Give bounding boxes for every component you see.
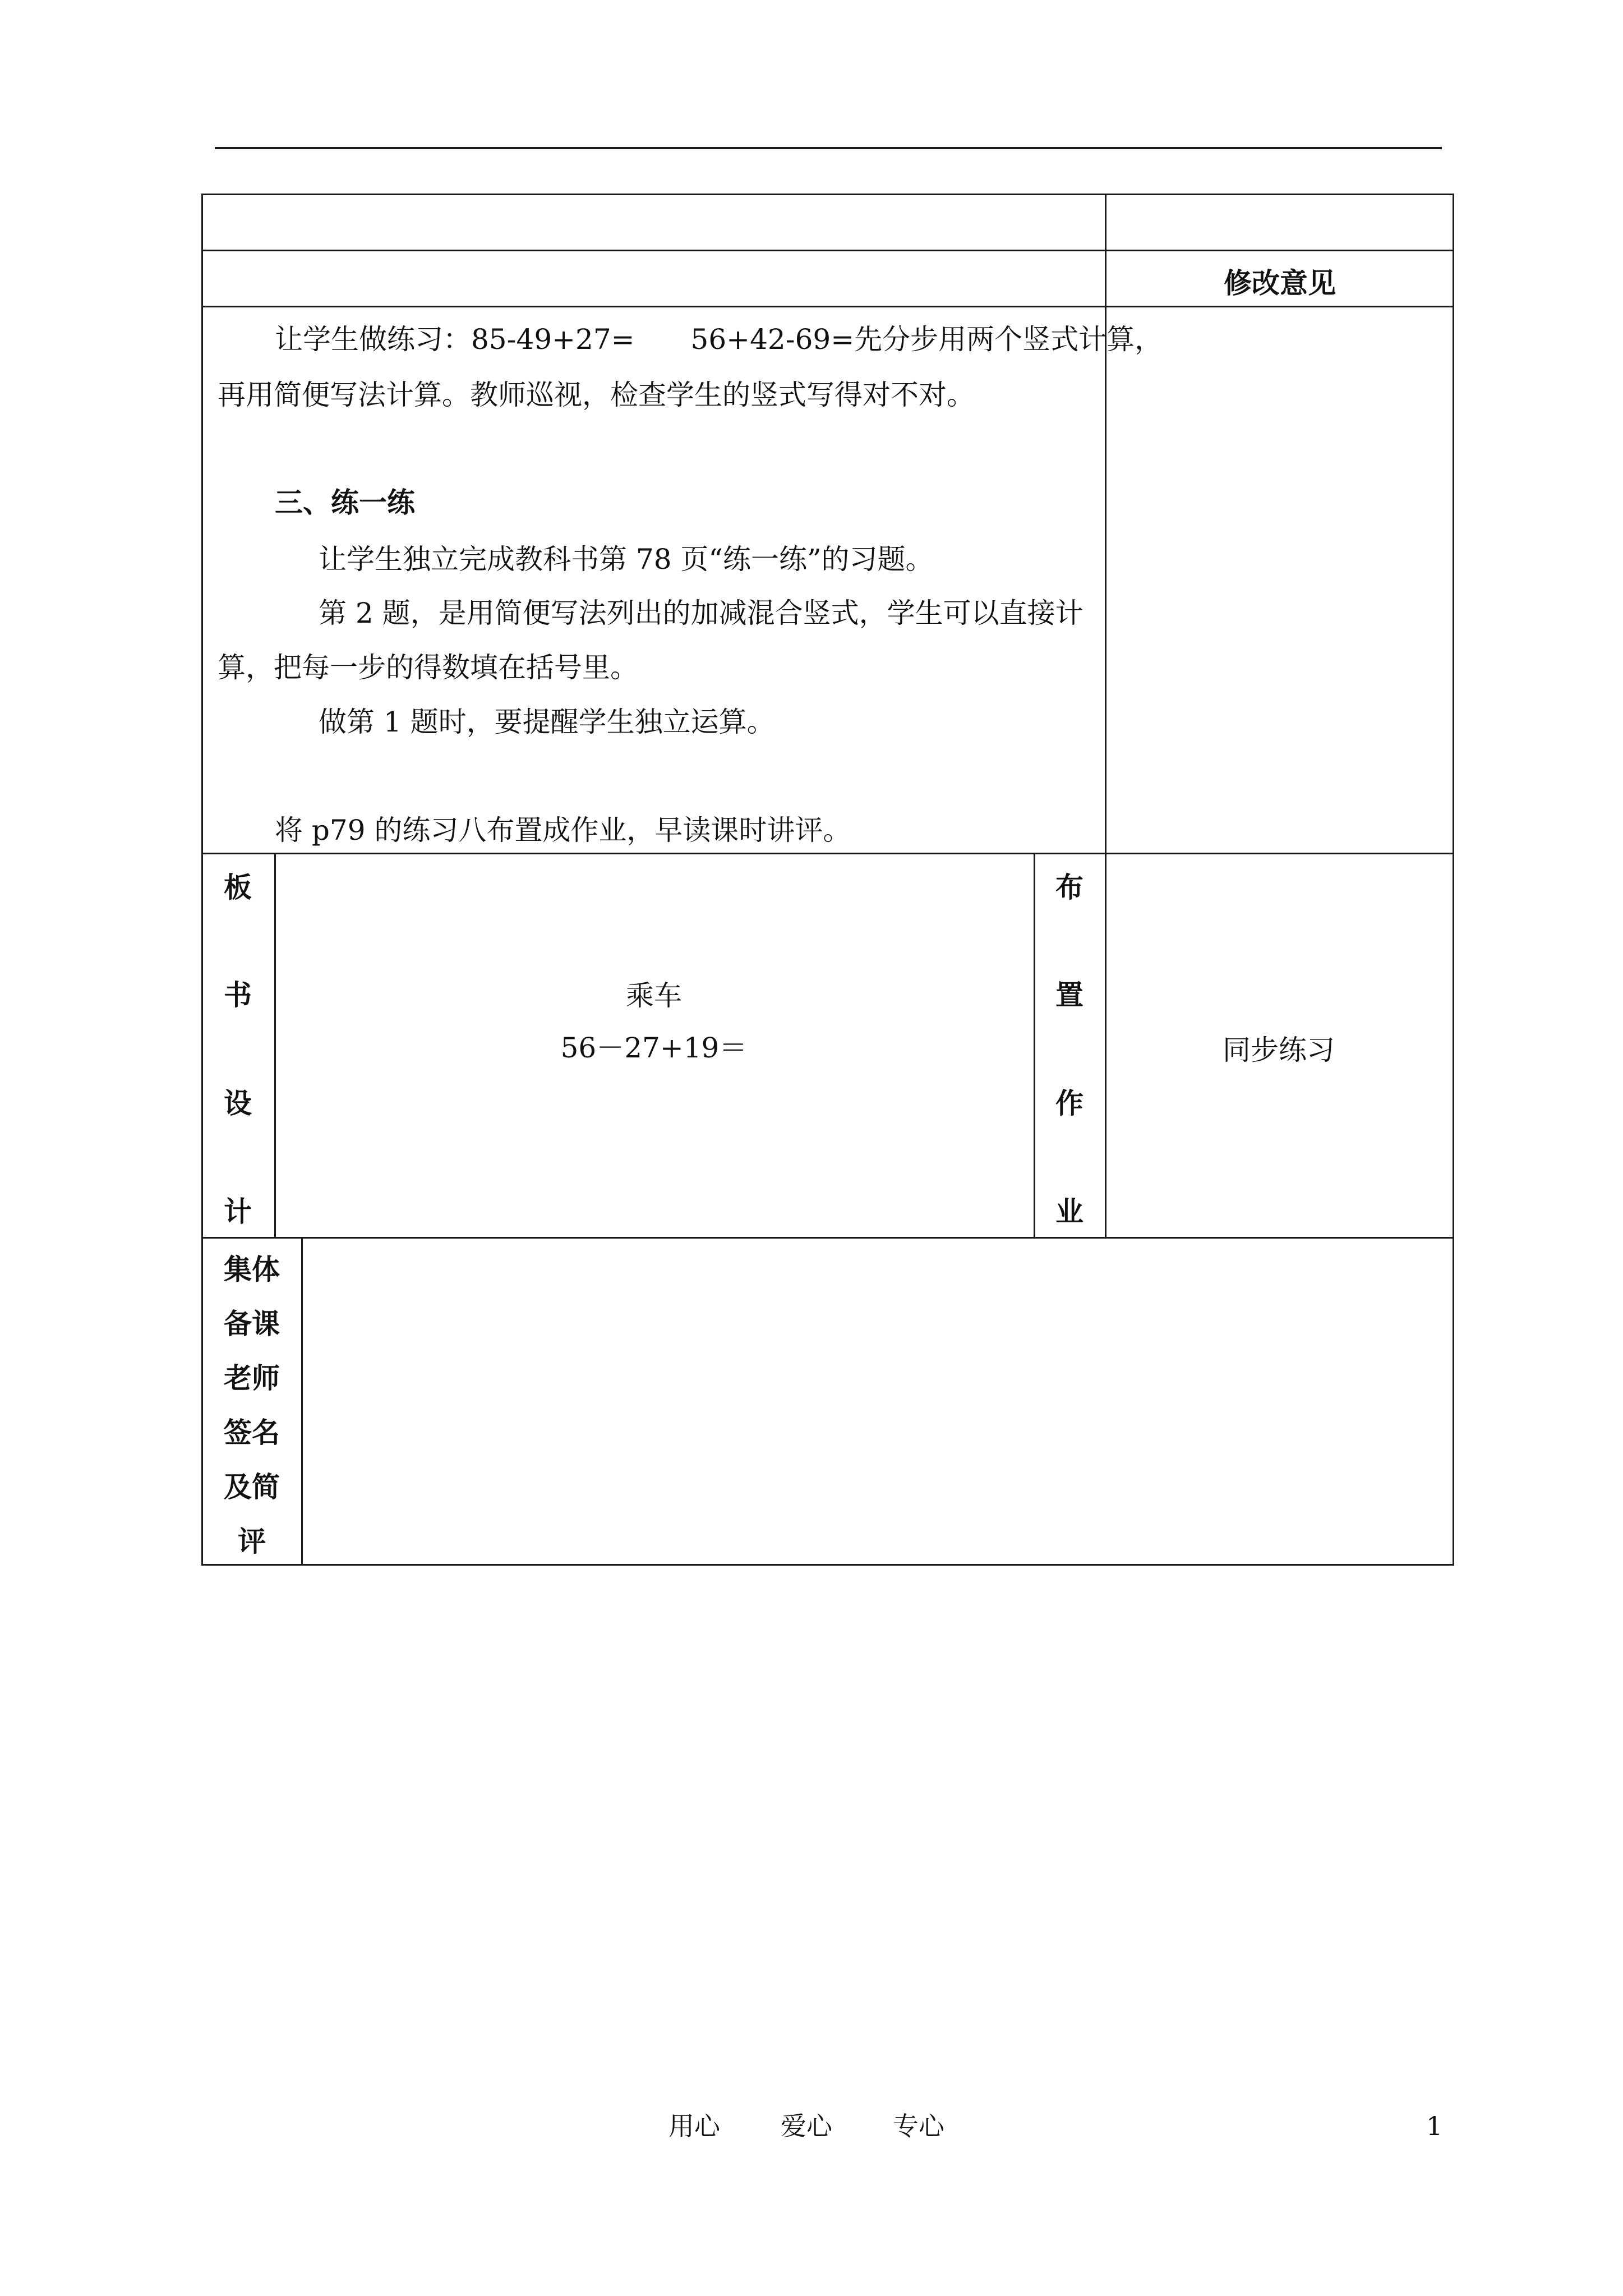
header-rule — [215, 147, 1442, 149]
row1-bottom-border — [201, 250, 1454, 251]
practice-intro-line-1: 让学生做练习：85-49+27= 56+42-69=先分步用两个竖式计算， — [275, 323, 1163, 356]
homework-label-char-3: 作 — [1055, 1087, 1083, 1120]
practice-line-4: 做第 1 题时，要提醒学生独立运算。 — [319, 706, 775, 738]
group-prep-label-line-2: 备课 — [224, 1307, 280, 1340]
group-prep-label-line-6: 评 — [238, 1525, 266, 1558]
board-row-bottom-border — [201, 1237, 1454, 1239]
board-design-label-char-1: 板 — [224, 871, 252, 904]
board-design-label-char-3: 设 — [224, 1087, 252, 1120]
section-heading: 三、练一练 — [275, 486, 415, 519]
group-label-divider — [301, 1237, 303, 1566]
board-design-formula: 56－27+19＝ — [560, 1032, 748, 1064]
practice-line-3: 算，把每一步的得数填在括号里。 — [218, 651, 638, 684]
homework-content: 同步练习 — [1223, 1034, 1335, 1066]
group-prep-label-line-1: 集体 — [224, 1253, 280, 1286]
practice-line-2: 第 2 题，是用简便写法列出的加减混合竖式，学生可以直接计 — [319, 597, 1083, 629]
board-design-label-char-2: 书 — [224, 978, 252, 1011]
homework-label-left-divider — [1034, 853, 1035, 1237]
practice-line-1: 让学生独立完成教科书第 78 页“练一练”的习题。 — [319, 543, 934, 576]
group-prep-label-line-4: 签名 — [224, 1416, 280, 1449]
group-prep-label-line-3: 老师 — [224, 1361, 280, 1395]
homework-label-char-1: 布 — [1055, 871, 1083, 904]
board-label-divider — [274, 853, 276, 1237]
board-design-label-char-4: 计 — [224, 1195, 252, 1228]
revision-comments-header: 修改意见 — [1224, 266, 1336, 300]
board-design-title: 乘车 — [626, 979, 682, 1012]
body-bottom-border — [201, 853, 1454, 854]
footer-item-2: 爱心 — [781, 2111, 832, 2141]
page-number: 1 — [1426, 2111, 1443, 2141]
homework-label-char-4: 业 — [1055, 1195, 1083, 1228]
homework-assignment-line: 将 p79 的练习八布置成作业，早读课时讲评。 — [275, 814, 851, 846]
homework-label-char-2: 置 — [1055, 978, 1083, 1011]
group-prep-label-line-5: 及简 — [224, 1470, 280, 1503]
footer-item-1: 用心 — [668, 2111, 720, 2141]
row2-bottom-border — [201, 306, 1454, 307]
practice-intro-line-2: 再用简便写法计算。教师巡视，检查学生的竖式写得对不对。 — [218, 379, 975, 411]
footer-item-3: 专心 — [893, 2111, 944, 2141]
